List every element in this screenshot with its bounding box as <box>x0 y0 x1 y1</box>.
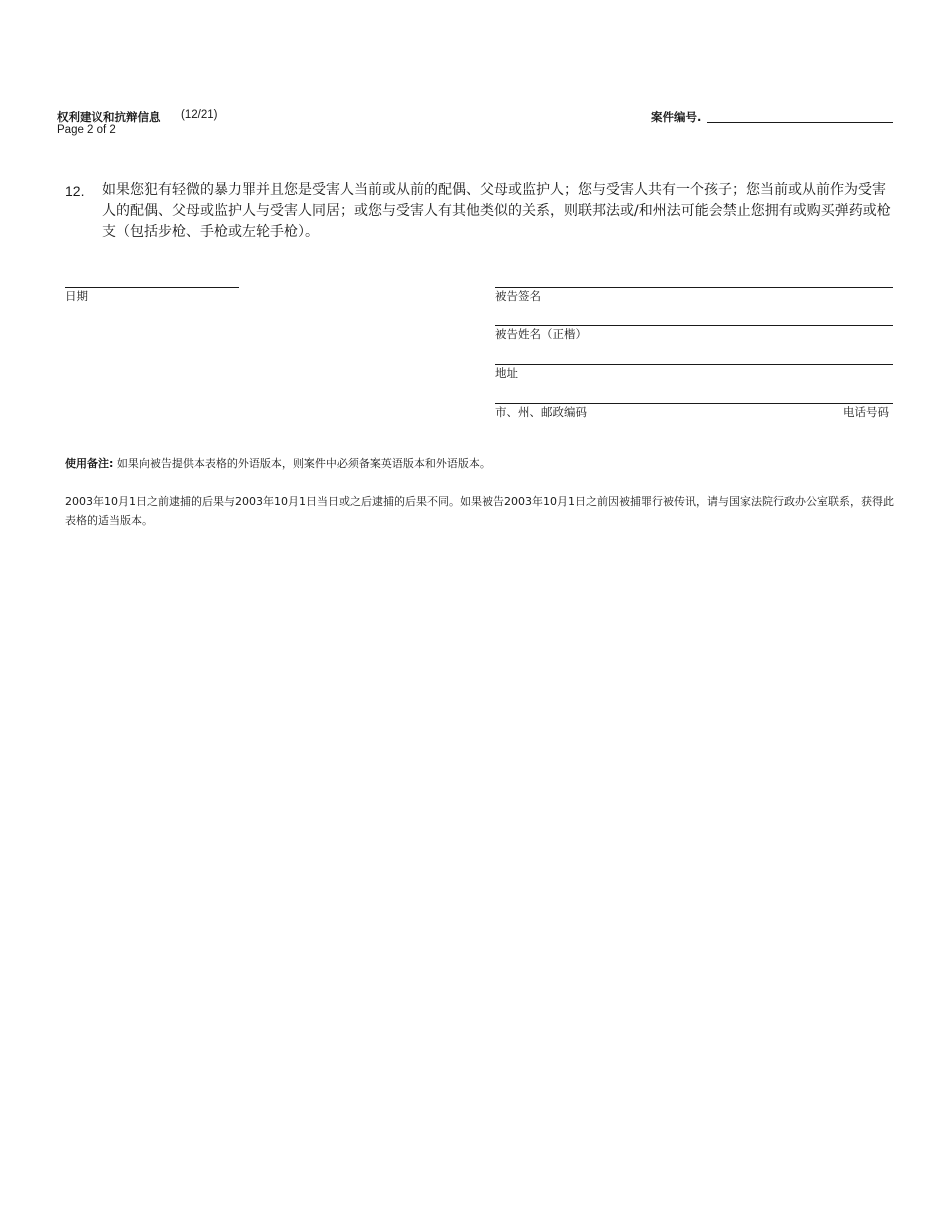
defendant-signature-label: 被告签名 <box>495 289 541 303</box>
form-revision: (12/21) <box>181 109 218 121</box>
item-number: 12. <box>65 183 85 199</box>
phone-label: 电话号码 <box>843 405 889 419</box>
date-field[interactable] <box>65 287 239 288</box>
page-indicator: Page 2 of 2 <box>57 124 116 136</box>
arrest-date-note: 2003年10月1日之前逮捕的后果与2003年10月1日当日或之后逮捕的后果不同。如果被告2003年10月1日之前因被捕罪行被传讯，请与国家法院行政办公室联系，获得此表格的适当版本。 <box>65 495 894 527</box>
case-number-label: 案件编号. <box>651 110 702 124</box>
item-text: 如果您犯有轻微的暴力罪并且您是受害人当前或从前的配偶、父母或监护人；您与受害人共有一个孩子；您当前或从前作为受害人的配偶、父母或监护人与受害人同居；或您与受害人有其他类似的关系，则联邦法或/和州法可能会禁止您拥有或购买弹药或枪支（包括步枪、手枪或左轮手枪）。 <box>102 182 891 240</box>
date-label: 日期 <box>65 289 88 303</box>
address-label: 地址 <box>495 366 518 380</box>
usage-note <box>65 455 491 471</box>
usage-note-text: 如果向被告提供本表格的外语版本，则案件中必须备案英语版本和外语版本。 <box>113 457 491 470</box>
address-field[interactable] <box>495 364 893 365</box>
case-number-field[interactable] <box>707 122 893 123</box>
form-title: 权利建议和抗辩信息 <box>57 110 161 124</box>
usage-note-label: 使用备注: <box>65 457 114 470</box>
city-state-zip-label: 市、州、邮政编码 <box>495 405 587 419</box>
defendant-signature-field[interactable] <box>495 287 893 288</box>
defendant-name-label: 被告姓名（正楷） <box>495 327 587 341</box>
